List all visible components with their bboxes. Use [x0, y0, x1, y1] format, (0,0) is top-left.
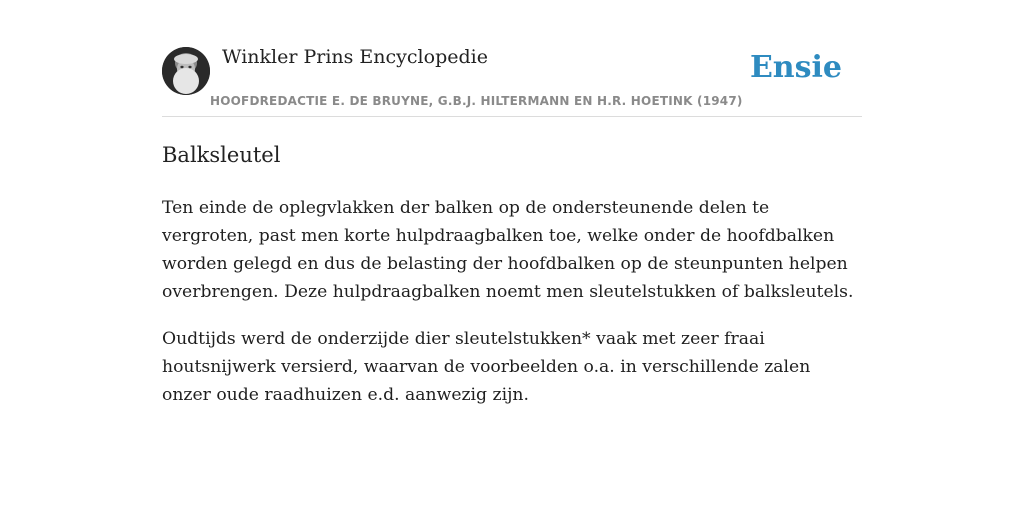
source-title-link[interactable]: Winkler Prins Encyclopedie — [222, 46, 488, 68]
article-paragraph-2: Oudtijds werd de onderzijde dier sleutelstukken* vaak met zeer fraai houtsnijwerk versierd, waarvan de voorbeelden o.a. in verschillende zalen onzer oude raadhuizen e.d. aanwezig zijn. — [162, 329, 811, 405]
editors-line: HOOFDREDACTIE E. DE BRUYNE, G.B.J. HILTERMANN EN H.R. HOETINK (1947) — [210, 94, 743, 108]
article — [162, 140, 862, 409]
article-title: Balksleutel — [162, 143, 281, 167]
source-header — [162, 44, 862, 117]
author-portrait-avatar[interactable] — [162, 47, 210, 95]
portrait-image — [162, 47, 210, 95]
ensie-logo-link[interactable]: Ensie — [749, 50, 842, 85]
article-paragraph-1: Ten einde de oplegvlakken der balken op de ondersteunende delen te vergroten, past men korte hulpdraagbalken toe, welke onder de hoofdbalken worden gelegd en dus de belasting der hoofdbalken op de steunpunten helpen overbrengen. Deze hulpdraagbalken noemt men sleutelstukken of balksleutels. — [162, 198, 854, 302]
